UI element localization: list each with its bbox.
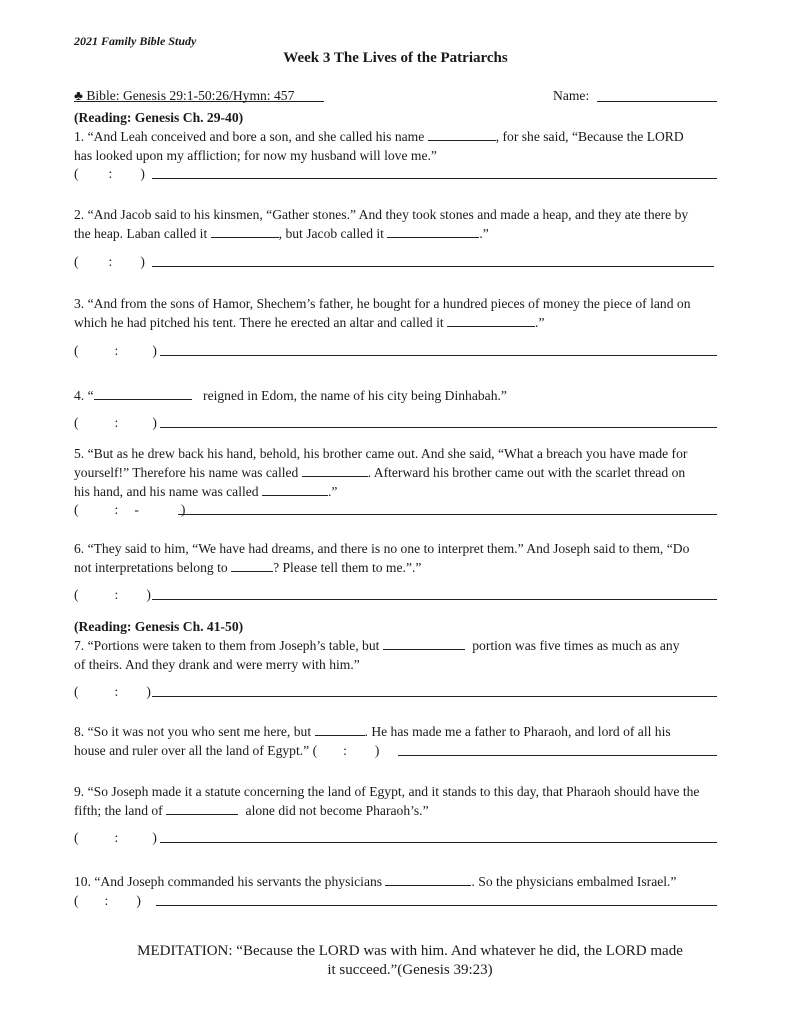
question-2-line2: the heap. Laban called it , but Jacob called it .” xyxy=(74,226,489,241)
q4-citation: ( : ) xyxy=(74,415,157,430)
question-3-line2: which he had pitched his tent. There he erected an altar and called it .” xyxy=(74,315,545,330)
question-9-line2: fifth; the land of alone did not become Pharaoh’s.” xyxy=(74,803,429,818)
q6-answer-blank[interactable] xyxy=(231,559,273,572)
q9-answer-blank[interactable] xyxy=(166,802,238,815)
q5-answer-blank-2[interactable] xyxy=(262,483,328,496)
q10-answer-blank[interactable] xyxy=(385,873,471,886)
q8-answer-line[interactable] xyxy=(398,755,717,756)
name-label: Name: xyxy=(553,88,590,103)
question-1-line1: 1. “And Leah conceived and bore a son, and she called his name , for she said, “Because the LORD xyxy=(74,129,684,144)
question-6-line1: 6. “They said to him, “We have had dreams, and there is no one to interpret them.” And Joseph said to them, “Do xyxy=(74,541,690,556)
question-8-line2: house and ruler over all the land of Egypt.” ( : ) xyxy=(74,743,380,758)
question-5-line3: his hand, and his name was called .” xyxy=(74,484,338,499)
q9-citation: ( : ) xyxy=(74,830,157,845)
q8-answer-blank[interactable] xyxy=(315,723,365,736)
q1-answer-blank[interactable] xyxy=(428,128,496,141)
q1-citation: ( : ) xyxy=(74,166,145,181)
bible-underline xyxy=(74,101,324,102)
question-8-line1: 8. “So it was not you who sent me here, but . He has made me a father to Pharaoh, and lord of all his xyxy=(74,724,671,739)
question-3-line1: 3. “And from the sons of Hamor, Shechem’s father, he bought for a hundred pieces of money the piece of land on xyxy=(74,296,691,311)
q7-answer-blank[interactable] xyxy=(383,637,465,650)
question-6-line2: not interpretations belong to ? Please tell them to me.”.” xyxy=(74,560,422,575)
name-field[interactable] xyxy=(597,101,717,102)
page-title: Week 3 The Lives of the Patriarchs xyxy=(283,50,508,66)
question-5-line2: yourself!” Therefore his name was called . Afterward his brother came out with the scarlet thread on xyxy=(74,465,686,480)
q10-citation: ( : ) xyxy=(74,893,141,908)
meditation-verse: MEDITATION: “Because the LORD was with him. And whatever he did, the LORD made it succeed.”(Genesis 39:23) xyxy=(137,943,683,978)
reading-heading-2: (Reading: Genesis Ch. 41-50) xyxy=(74,619,244,634)
question-10-line1: 10. “And Joseph commanded his servants the physicians . So the physicians embalmed Israel.” xyxy=(74,874,677,889)
q7-answer-line[interactable] xyxy=(152,696,717,697)
study-title: 2021 Family Bible Study xyxy=(74,34,197,48)
reading-heading-1: (Reading: Genesis Ch. 29-40) xyxy=(74,110,244,125)
q5-citation: ( : - ) xyxy=(74,502,186,517)
question-4: 4. “ reigned in Edom, the name of his city being Dinhabah.” xyxy=(74,388,507,403)
q7-citation: ( : ) xyxy=(74,684,151,699)
question-2-line1: 2. “And Jacob said to his kinsmen, “Gather stones.” And they took stones and made a heap, and they ate there by xyxy=(74,207,689,222)
q3-answer-blank[interactable] xyxy=(447,314,535,327)
q5-answer-blank-1[interactable] xyxy=(302,464,368,477)
q4-answer-blank[interactable] xyxy=(94,387,192,400)
q3-citation: ( : ) xyxy=(74,343,157,358)
q4-answer-line[interactable] xyxy=(160,427,717,428)
q3-answer-line[interactable] xyxy=(160,355,717,356)
question-9-line1: 9. “So Joseph made it a statute concerning the land of Egypt, and it stands to this day, that Pharaoh should have the xyxy=(74,784,700,799)
question-7-line1: 7. “Portions were taken to them from Joseph’s table, but portion was five times as much as any xyxy=(74,638,680,653)
bible-hymn-text: Bible: Genesis 29:1-50:26/Hymn: 457 xyxy=(86,88,295,103)
q5-answer-line[interactable] xyxy=(178,514,717,515)
q2-citation: ( : ) xyxy=(74,254,145,269)
q6-citation: ( : ) xyxy=(74,587,151,602)
q10-answer-line[interactable] xyxy=(156,905,717,906)
bible-hymn-row xyxy=(74,86,294,105)
question-1-line2: has looked upon my affliction; for now my husband will love me.” xyxy=(74,148,437,163)
club-icon: ♣ xyxy=(74,88,83,103)
q2-answer-blank-1[interactable] xyxy=(211,225,279,238)
question-7-line2: of theirs. And they drank and were merry with him.” xyxy=(74,657,360,672)
q6-answer-line[interactable] xyxy=(152,599,717,600)
q2-answer-line[interactable] xyxy=(152,266,714,267)
question-5-line1: 5. “But as he drew back his hand, behold, his brother came out. And she said, “What a breach you have made for xyxy=(74,446,688,461)
q2-answer-blank-2[interactable] xyxy=(387,225,479,238)
q1-answer-line[interactable] xyxy=(152,178,717,179)
q9-answer-line[interactable] xyxy=(160,842,717,843)
